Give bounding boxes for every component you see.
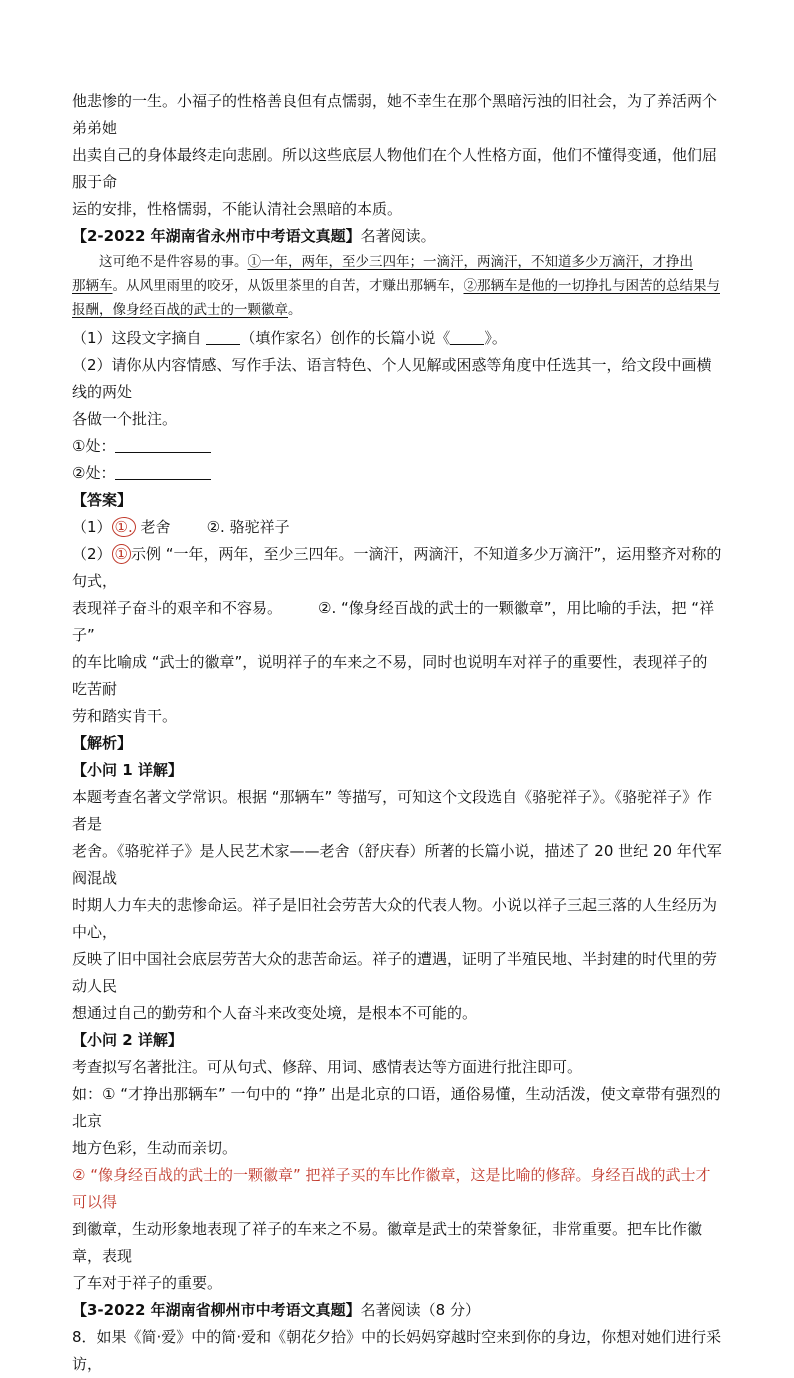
excerpt-paragraph-cont (72, 274, 722, 298)
question-3-type: 名著阅读（8 分） (360, 1301, 480, 1319)
answer-2-line-4: 劳和踏实肯干。 (72, 707, 178, 725)
detail-1-line: 反映了旧中国社会底层劳苦大众的悲苦命运。祥子的遭遇，证明了半殖民地、半封建的时代里的劳动人民 (72, 950, 718, 995)
sub-question-1-text-a: （1）这段文字摘自 (72, 329, 202, 347)
sub-question-2-line-1: （2）请你从内容情感、写作手法、语言特色、个人见解或困惑等角度中任选其一，给文段中画横线的两处 (72, 356, 712, 401)
question-2-source: 【2-2022 年湖南省永州市中考语文真题】 (72, 227, 361, 245)
excerpt-text-2: 。从风里雨里的咬牙，从饭里茶里的自苦，才赚出那辆车， (112, 278, 464, 294)
question-2-heading (72, 223, 722, 250)
answer-2-line-1 (72, 541, 722, 595)
answer-2-prefix: （2） (72, 545, 112, 563)
novel-blank[interactable] (450, 330, 484, 345)
answer-2-line-3: 的车比喻成 “武士的徽章”，说明祥子的车来之不易，同时也说明车对祥子的重要性，表现祥子的吃苦耐 (72, 653, 708, 698)
analysis-label: 【解析】 (72, 734, 133, 752)
author-blank[interactable] (206, 330, 240, 345)
excerpt-underline-1b: 那辆车 (72, 278, 113, 294)
annotation-blank-2-label: ②处： (72, 464, 116, 482)
intro-line-3: 运的安排，性格懦弱，不能认清社会黑暗的本质。 (72, 200, 403, 218)
answer-1 (72, 514, 722, 541)
detail-2-line: 了车对于祥子的重要。 (72, 1274, 223, 1292)
annotation-blank-2 (72, 460, 722, 487)
annotation-blank-1-label: ①处： (72, 437, 116, 455)
sub-question-2-line-2: 各做一个批注。 (72, 410, 178, 428)
excerpt-underline-2b: 报酬，像身经百战的武士的一颗徽章 (72, 302, 288, 318)
question-3-source: 【3-2022 年湖南省柳州市中考语文真题】 (72, 1301, 361, 1319)
detail-1-label: 【小问 1 详解】 (72, 761, 183, 779)
excerpt-paragraph (72, 250, 722, 274)
annotation-blank-1-line[interactable] (115, 436, 211, 453)
annotation-blank-1 (72, 433, 722, 460)
answer-1-value-1: 老舍 (140, 518, 171, 536)
document-page (72, 88, 722, 1378)
answer-label: 【答案】 (72, 491, 133, 509)
answer-1-value-2: 骆驼祥子 (229, 518, 290, 536)
excerpt-text-1: 这可绝不是件容易的事。 (99, 254, 248, 270)
question-3-heading (72, 1297, 722, 1324)
detail-1-line: 时期人力车夫的悲惨命运。祥子是旧社会劳苦大众的代表人物。小说以祥子三起三落的人生经历为中心， (72, 896, 718, 941)
detail-1-line: 想通过自己的勤劳和个人奋斗来改变处境，是根本不可能的。 (72, 1004, 478, 1022)
excerpt-underline-2a: ②那辆车是他的一切挣扎与困苦的总结果与 (463, 278, 720, 294)
question-3-line-1: 8．如果《简·爱》中的简·爱和《朝花夕拾》中的长妈妈穿越时空来到你的身边，你想对她们进行采访， (72, 1328, 722, 1373)
question-2-type: 名著阅读。 (360, 227, 436, 245)
answer-1-number-1: ①. (112, 517, 136, 537)
answer-2-body-2b: ②. “像身经百战的武士的一颗徽章”，用比喻的手法，把 “祥子” (72, 599, 715, 644)
detail-2-line: 地方色彩，生动而亲切。 (72, 1139, 238, 1157)
answer-1-prefix: （1） (72, 518, 112, 536)
detail-2-red-line: ② “像身经百战的武士的一颗徽章” 把祥子买的车比作徽章，这是比喻的修辞。身经百战的武士才可以得 (72, 1166, 711, 1211)
excerpt-text-3: 。 (288, 302, 302, 318)
answer-2-line-2 (72, 595, 722, 649)
detail-2-intro: 考查拟写名著批注。可从句式、修辞、用词、感情表达等方面进行批注即可。 (72, 1058, 583, 1076)
excerpt-underline-1a: ①一年，两年，至少三四年；一滴汗，两滴汗，不知道多少万滴汗，才挣出 (247, 254, 693, 270)
annotation-blank-2-line[interactable] (115, 463, 211, 480)
sub-question-1-text-c: 》。 (484, 329, 507, 347)
excerpt-paragraph-end (72, 298, 722, 322)
intro-line-1: 他悲惨的一生。小福子的性格善良但有点懦弱，她不幸生在那个黑暗污浊的旧社会，为了养活两个弟弟她 (72, 92, 718, 137)
detail-2-line: 到徽章，生动形象地表现了祥子的车来之不易。徽章是武士的荣誉象征，非常重要。把车比作徽章，表现 (72, 1220, 703, 1265)
sub-question-1-text-b: （填作家名）创作的长篇小说《 (240, 329, 451, 347)
answer-1-number-2: ②. (206, 518, 225, 536)
intro-line-2: 出卖自己的身体最终走向悲剧。所以这些底层人物他们在个人性格方面，他们不懂得变通，他们屈服于命 (72, 146, 718, 191)
detail-2-label: 【小问 2 详解】 (72, 1031, 183, 1049)
answer-2-number-1: ① (112, 544, 131, 564)
detail-1-line: 本题考查名著文学常识。根据 “那辆车” 等描写，可知这个文段选自《骆驼祥子》。《骆驼祥子》作者是 (72, 788, 713, 833)
sub-question-1 (72, 325, 722, 352)
detail-2-line: 如：① “才挣出那辆车” 一句中的 “挣” 出是北京的口语，通俗易懂，生动活泼，使文章带有强烈的北京 (72, 1085, 721, 1130)
answer-2-body-2a: 表现祥子奋斗的艰辛和不容易。 (72, 599, 283, 617)
detail-1-line: 老舍。《骆驼祥子》是人民艺术家——老舍（舒庆春）所著的长篇小说，描述了 20 世纪 20 年代军阀混战 (72, 842, 722, 887)
answer-2-body-1: 示例 “一年，两年，至少三四年。一滴汗，两滴汗，不知道多少万滴汗”，运用整齐对称的句式， (72, 545, 722, 590)
